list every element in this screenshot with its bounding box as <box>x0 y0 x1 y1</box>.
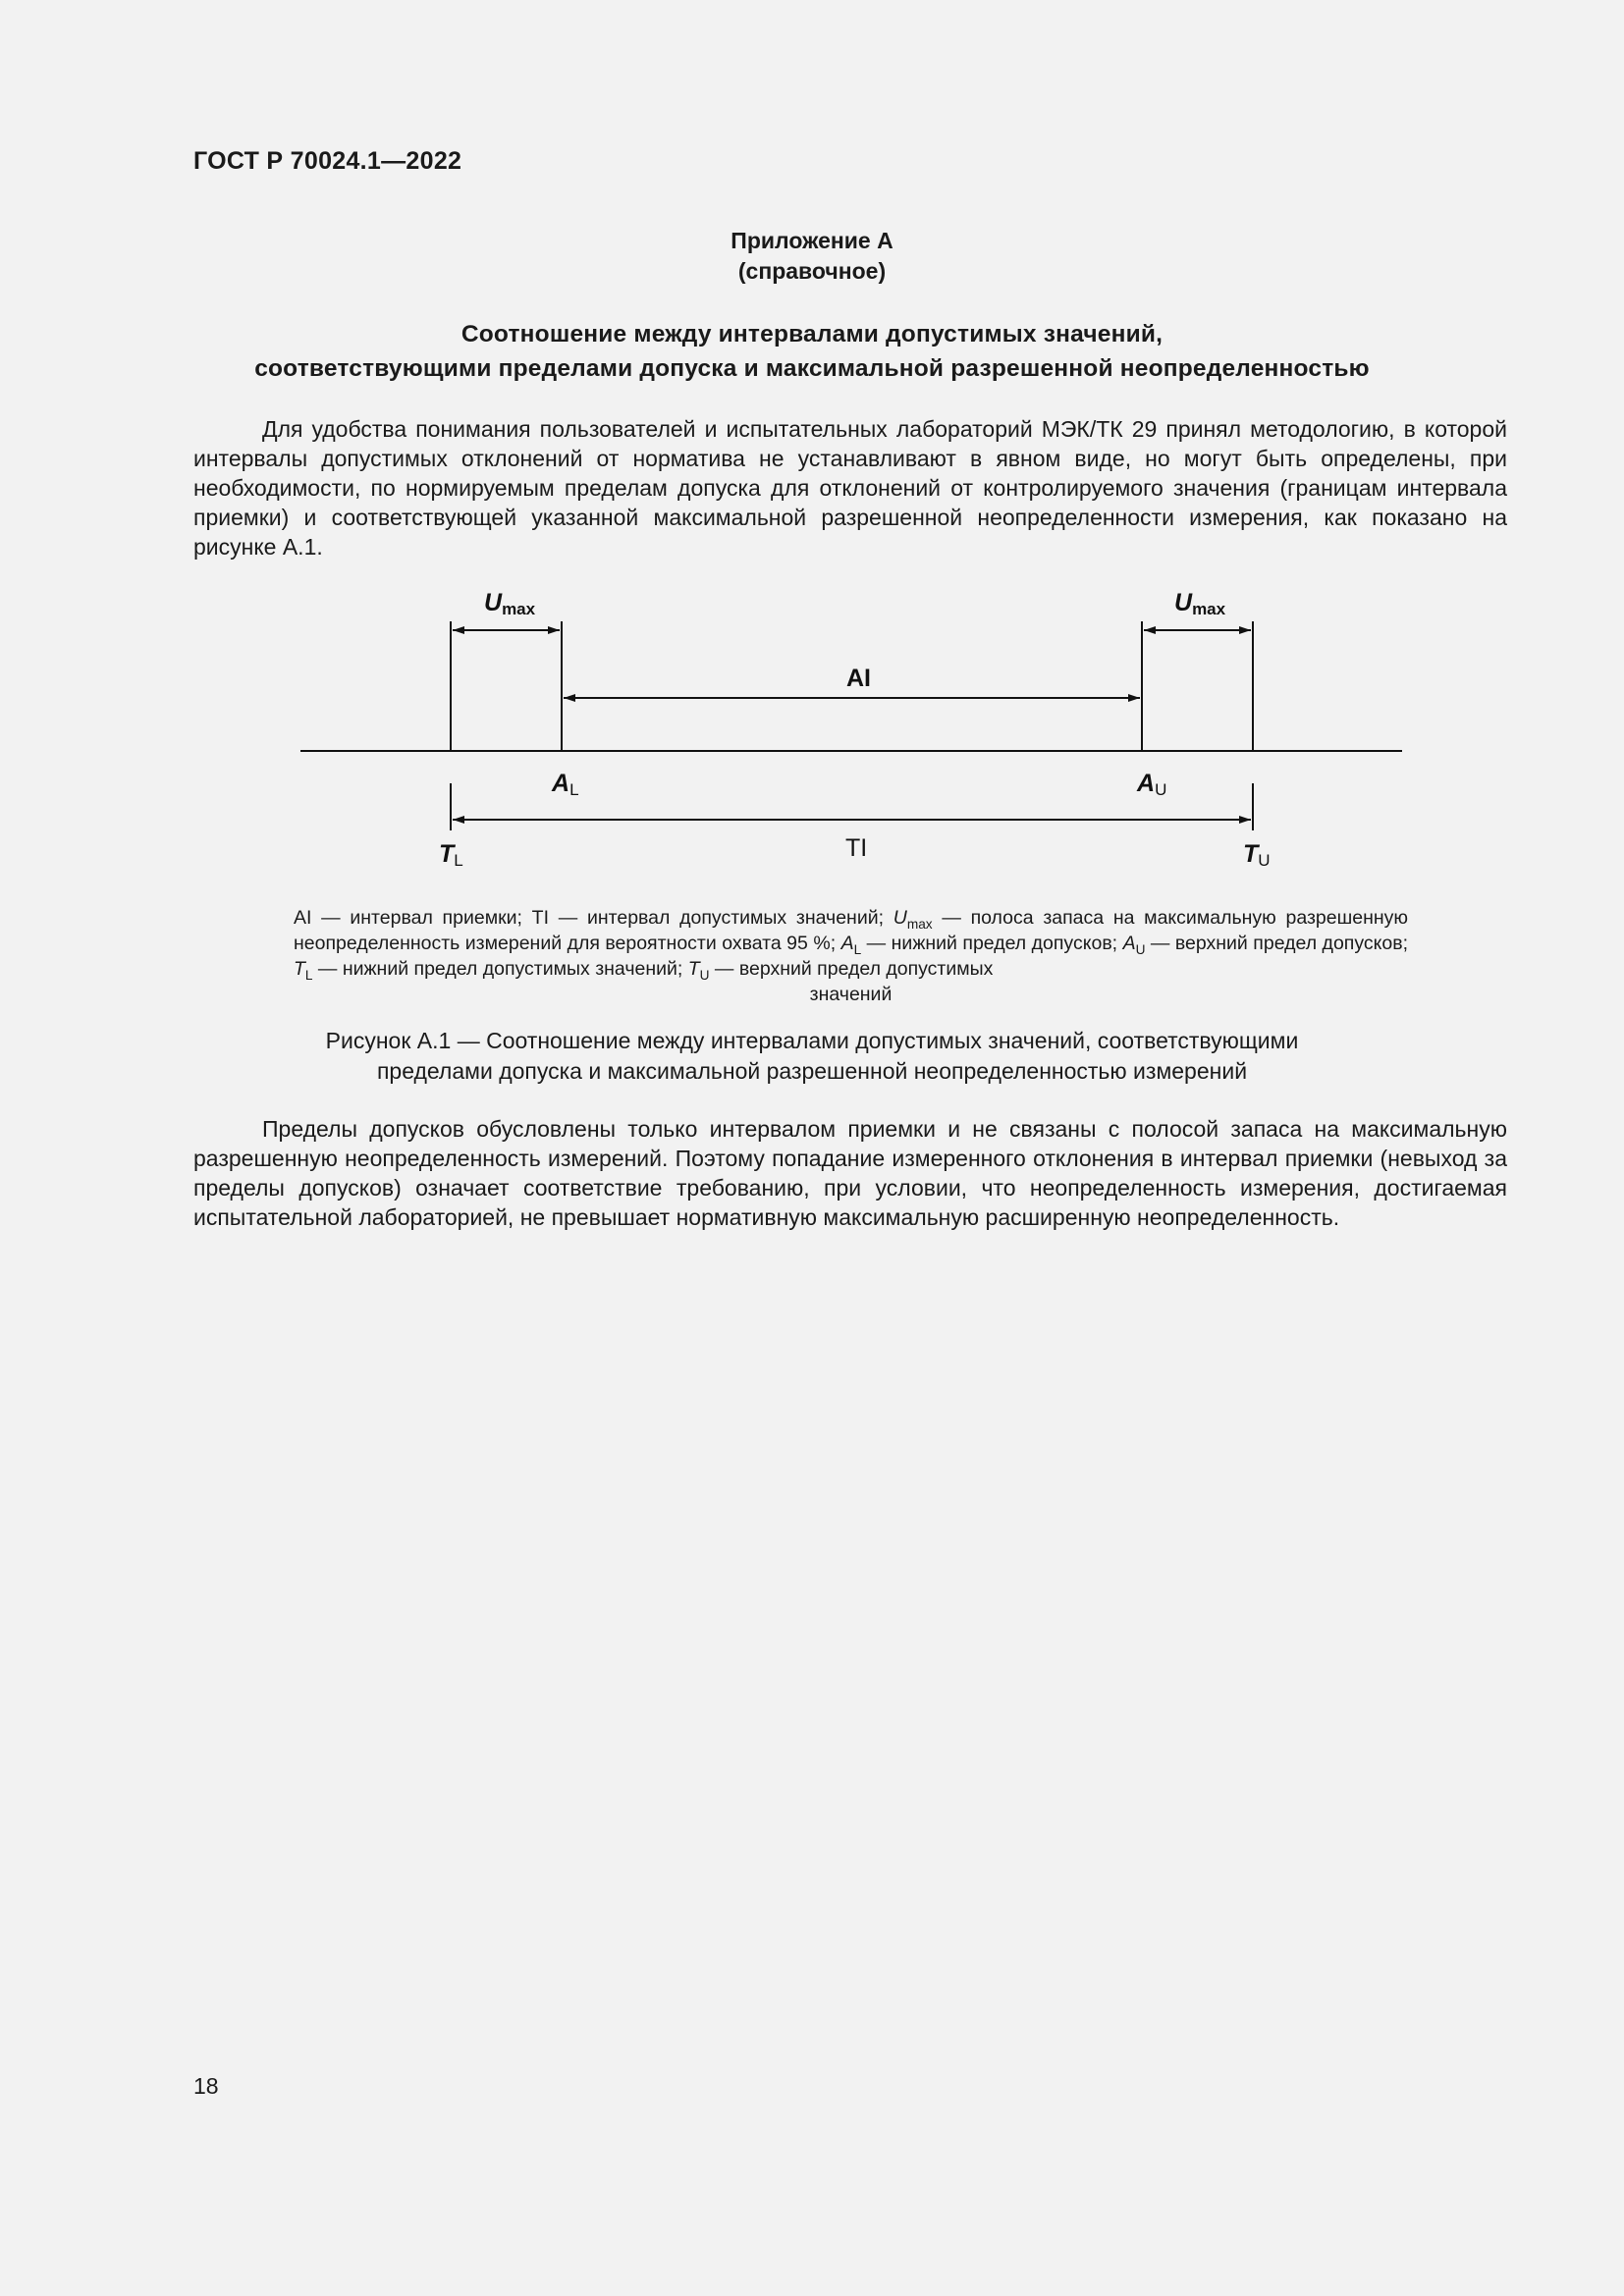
legend-last-word: значений <box>809 984 893 1005</box>
legend-al-symbol: A <box>840 933 854 954</box>
annex-title-line-2: соответствующими пределами допуска и максимальной разрешенной неопределенностью <box>254 355 1370 382</box>
legend-ti-term: TI <box>531 907 550 929</box>
figure-legend: AI — интервал приемки; TI — интервал допустимых значений; $U_{max}$ — полоса запаса на максимальную разрешенную неопределенность измерений для вероятности охвата 95 %; $A_L$ — нижний предел допусков; $A_U$ — верхний предел допусков; $T_L$ — нижний предел допустимых значений; $T_U$ — верхний предел допустимых значений <box>294 907 1408 1005</box>
legend-au-symbol: A <box>1122 933 1136 954</box>
legend-ai-term: AI <box>294 907 312 929</box>
ai-label: AI <box>846 665 871 692</box>
umax-left-label: Umax <box>484 589 536 618</box>
umax-right-label: Umax <box>1174 589 1226 618</box>
caption-line-2: пределами допуска и максимальной разрешенной неопределенностью измерений <box>376 1058 1248 1084</box>
annex-heading <box>0 226 1624 287</box>
annex-name: Приложение А <box>731 228 893 253</box>
tl-label: TL <box>439 840 463 870</box>
document-header: ГОСТ Р 70024.1—2022 <box>193 147 462 175</box>
caption-line-1: Рисунок А.1 — Соотношение между интервалами допустимых значений, соответствующими <box>325 1028 1299 1053</box>
interval-diagram <box>0 569 1624 883</box>
annex-title <box>0 317 1624 386</box>
legend-tu-symbol: T <box>687 958 700 980</box>
intro-paragraph: Для удобства понимания пользователей и испытательных лабораторий МЭК/ТК 29 принял методологию, в которой интервалы допустимых отклонений от норматива не устанавливают в явном виде, но могут быть определены, при необходимости, по нормируемым пределам допуска для отклонений от контролируемого значения (границам интервала приемки) и соответствующей указанной максимальной разрешенной неопределенности измерения, как показано на рисунке А.1. <box>193 416 1507 560</box>
legend-umax-symbol: U <box>893 907 907 929</box>
figure-caption <box>0 1026 1624 1087</box>
annex-title-line-1: Соотношение между интервалами допустимых значений, <box>460 321 1164 347</box>
conclusion-paragraph: Пределы допусков обусловлены только интервалом приемки и не связаны с полосой запаса на максимальную разрешенную неопределенность измерений. Поэтому попадание измеренного отклонения в интервал приемки (невыход за пределы допусков) означает соответствие требованию, при условии, что неопределенность измерения, достигаемая испытательной лабораторией, не превышает нормативную максимальную расширенную неопределенность. <box>193 1116 1507 1230</box>
au-label: AU <box>1137 770 1167 799</box>
annex-kind: (справочное) <box>737 258 887 284</box>
tu-label: TU <box>1243 840 1271 870</box>
page-number: 18 <box>193 2073 219 2099</box>
al-label: AL <box>552 770 579 799</box>
legend-tl-symbol: T <box>294 958 305 980</box>
ti-label: TI <box>845 834 868 862</box>
